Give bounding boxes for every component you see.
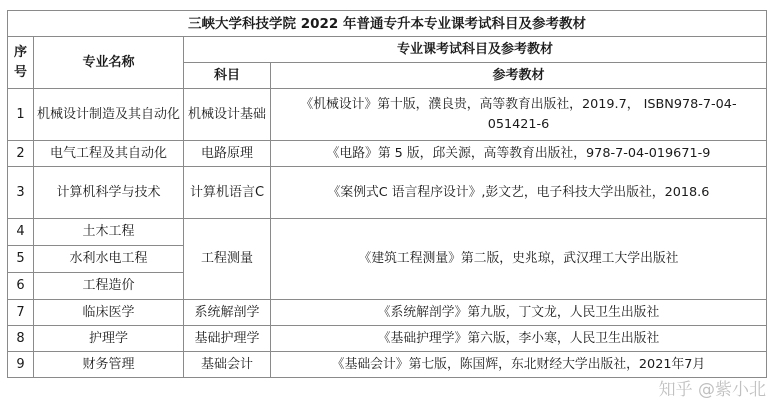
row-textbook: 《系统解剖学》第九版，丁文龙，人民卫生出版社 xyxy=(271,300,767,326)
row-textbook: 《机械设计》第十版，濮良贵，高等教育出版社，2019.7， ISBN978-7-04-051421-6 xyxy=(271,89,767,141)
row-major: 土木工程 xyxy=(34,219,184,246)
row-major: 机械设计制造及其自动化 xyxy=(34,89,184,141)
row-major: 护理学 xyxy=(34,326,184,352)
row-subject: 机械设计基础 xyxy=(184,89,271,141)
row-subject: 电路原理 xyxy=(184,141,271,167)
row-seq: 4 xyxy=(8,219,34,246)
row-major: 临床医学 xyxy=(34,300,184,326)
table-row xyxy=(8,167,767,219)
header-seq: 序号 xyxy=(8,37,34,89)
row-textbook: 《电路》第 5 版，邱关源，高等教育出版社，978-7-04-019671-9 xyxy=(271,141,767,167)
row-textbook: 《建筑工程测量》第二版，史兆琼，武汉理工大学出版社 xyxy=(271,219,767,300)
row-seq: 7 xyxy=(8,300,34,326)
row-seq: 6 xyxy=(8,273,34,300)
table-title: 三峡大学科技学院 2022 年普通专升本专业课考试科目及参考教材 xyxy=(8,11,767,37)
row-subject: 基础会计 xyxy=(184,352,271,378)
row-seq: 3 xyxy=(8,167,34,219)
exam-subjects-table xyxy=(7,10,767,378)
row-textbook: 《基础会计》第七版，陈国辉，东北财经大学出版社，2021年7月 xyxy=(271,352,767,378)
row-major: 工程造价 xyxy=(34,273,184,300)
row-major: 计算机科学与技术 xyxy=(34,167,184,219)
watermark-text: 知乎 @紫小北 xyxy=(658,380,766,400)
row-seq: 2 xyxy=(8,141,34,167)
row-major: 财务管理 xyxy=(34,352,184,378)
row-subject: 工程测量 xyxy=(184,219,271,300)
header-row-1 xyxy=(8,37,767,63)
header-subject: 科目 xyxy=(184,63,271,89)
table-row xyxy=(8,352,767,378)
header-textbook: 参考教材 xyxy=(271,63,767,89)
table-row xyxy=(8,300,767,326)
row-seq: 5 xyxy=(8,246,34,273)
title-row xyxy=(8,11,767,37)
row-seq: 1 xyxy=(8,89,34,141)
header-major: 专业名称 xyxy=(34,37,184,89)
table-row xyxy=(8,141,767,167)
table-row xyxy=(8,89,767,141)
header-group: 专业课考试科目及参考教材 xyxy=(184,37,767,63)
row-major: 电气工程及其自动化 xyxy=(34,141,184,167)
row-major: 水利水电工程 xyxy=(34,246,184,273)
row-seq: 9 xyxy=(8,352,34,378)
row-subject: 系统解剖学 xyxy=(184,300,271,326)
row-subject: 基础护理学 xyxy=(184,326,271,352)
row-subject: 计算机语言C xyxy=(184,167,271,219)
row-seq: 8 xyxy=(8,326,34,352)
row-textbook: 《案例式C 语言程序设计》,彭文艺，电子科技大学出版社，2018.6 xyxy=(271,167,767,219)
row-textbook: 《基础护理学》第六版，李小寒，人民卫生出版社 xyxy=(271,326,767,352)
table-row xyxy=(8,326,767,352)
table-row xyxy=(8,219,767,246)
